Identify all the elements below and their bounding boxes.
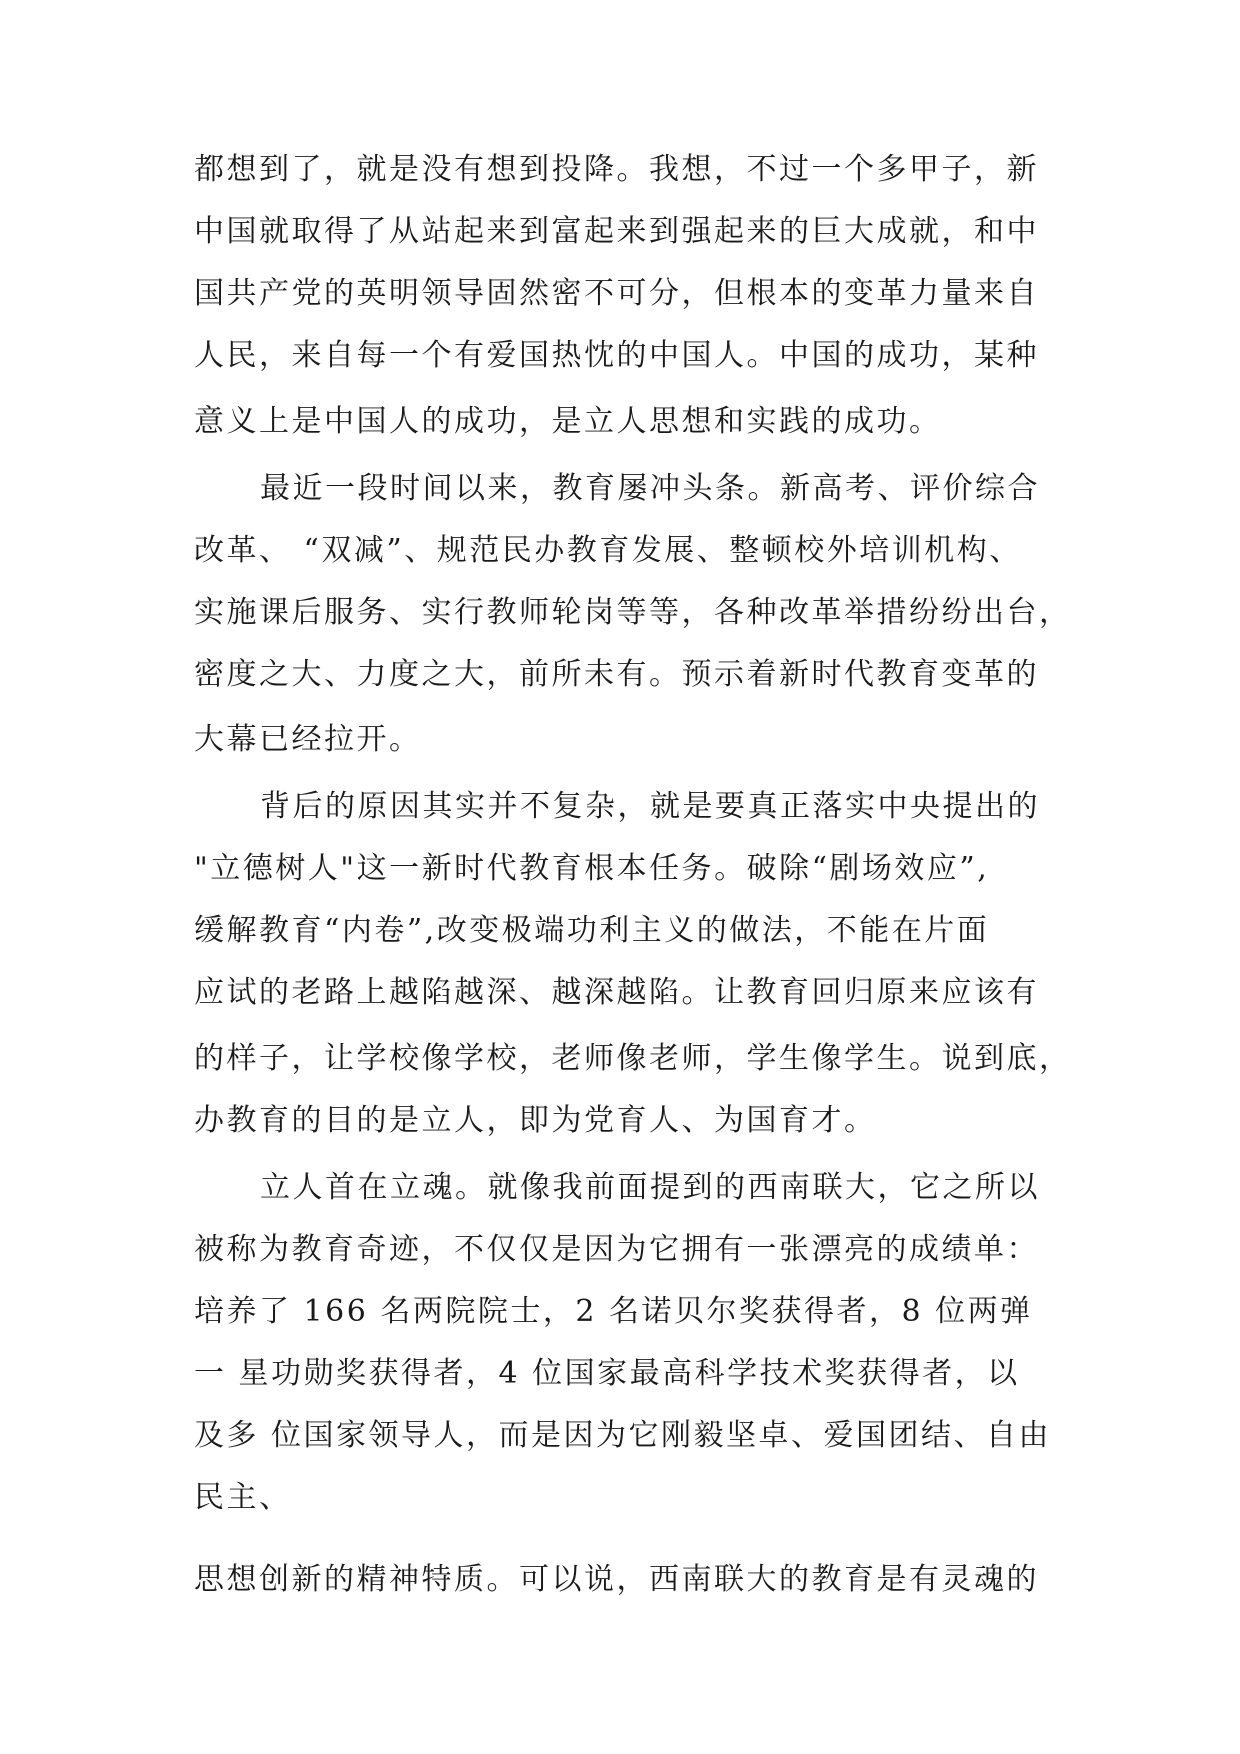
text-line: 国共产党的英明领导固然密不可分，但根本的变革力量来自 [194, 276, 1039, 311]
text-line: 人民，来自每一个有爱国热忱的中国人。中国的成功，某种 [194, 338, 1039, 373]
text-line: 背后的原因其实并不复杂，就是要真正落实中央提出的 [260, 789, 1040, 824]
text-line: 改革、 “双减”、规范民办教育发展、整顿校外培训机构、 [194, 533, 1022, 568]
text-line: 被称为教育奇迹，不仅仅是因为它拥有一张漂亮的成绩单： [194, 1232, 1039, 1267]
text-line: 思想创新的精神特质。可以说，西南联大的教育是有灵魂的 [194, 1562, 1039, 1597]
text-line: 及多 位国家领导人，而是因为它刚毅坚卓、爱国团结、自由 [194, 1418, 1052, 1453]
text-line: 中国就取得了从站起来到富起来到强起来的巨大成就，和中 [194, 214, 1039, 249]
text-line: 培养了 166 名两院院士，2 名诺贝尔奖获得者，8 位两弹 [194, 1294, 1033, 1329]
text-line: 立人首在立魂。就像我前面提到的西南联大，它之所以 [260, 1170, 1040, 1205]
text-line: 的样子，让学校像学校，老师像老师，学生像学生。说到底， [194, 1041, 1072, 1076]
text-line: 一 星功勋奖获得者，4 位国家最高科学技术奖获得者，以 [194, 1356, 1020, 1391]
text-line: 办教育的目的是立人，即为党育人、为国育才。 [194, 1103, 877, 1138]
text-line: 都想到了，就是没有想到投降。我想，不过一个多甲子，新 [194, 152, 1039, 187]
text-line: 民主、 [194, 1480, 292, 1515]
text-line: 应试的老路上越陷越深、越深越陷。让教育回归原来应该有 [194, 975, 1039, 1010]
text-line: "立德树人"这一新时代教育根本任务。破除“剧场效应”, [194, 851, 990, 886]
text-line: 实施课后服务、实行教师轮岗等等，各种改革举措纷纷出台， [194, 595, 1072, 630]
text-line: 密度之大、力度之大，前所未有。预示着新时代教育变革的 [194, 657, 1039, 692]
text-line: 缓解教育“内卷”,改变极端功利主义的做法，不能在片面 [194, 913, 990, 948]
text-line: 大幕已经拉开。 [194, 722, 422, 757]
text-line: 意义上是中国人的成功，是立人思想和实践的成功。 [194, 404, 942, 439]
text-line: 最近一段时间以来，教育屡冲头条。新高考、评价综合 [260, 471, 1040, 506]
